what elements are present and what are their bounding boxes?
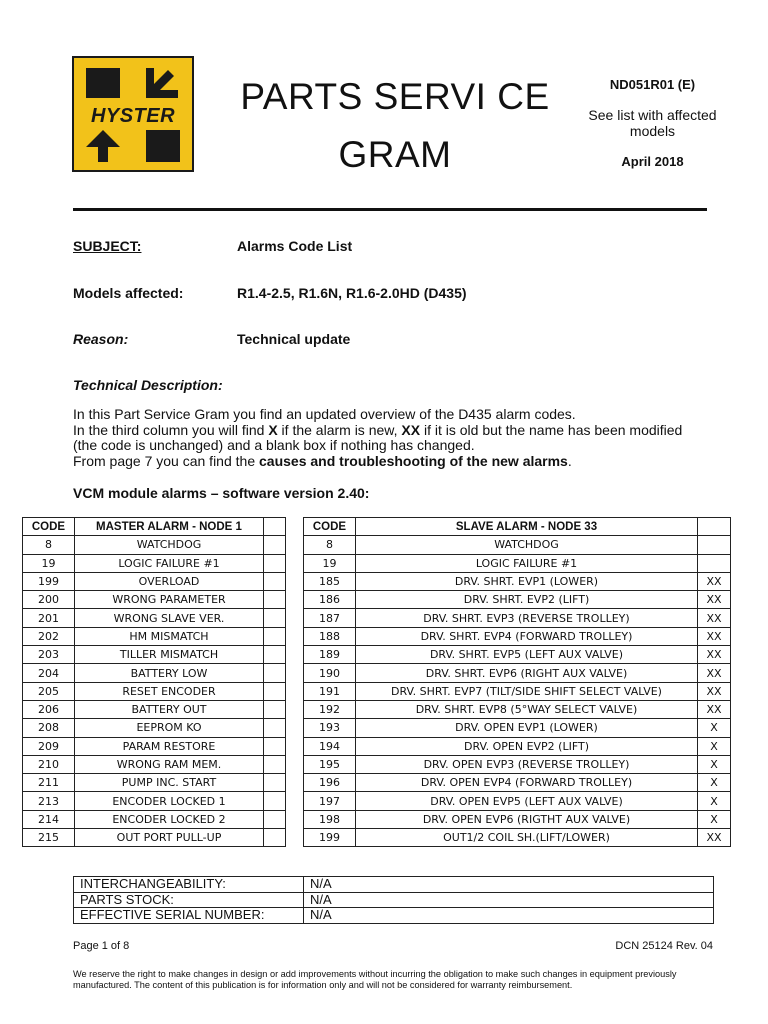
change-status-cell [264,572,286,590]
table-header-row [23,518,286,536]
table-row [23,572,286,590]
table-row [23,591,286,609]
alarm-code-cell: 189 [304,646,356,664]
info-value-cell: N/A [304,892,714,908]
alarm-code-cell: 209 [23,737,75,755]
table-row [23,554,286,572]
technical-description-heading: Technical Description: [73,377,223,393]
logo-square-top-left [86,68,120,98]
reason-label: Reason: [73,331,129,347]
change-status-cell: X [698,792,731,810]
change-status-cell [264,646,286,664]
change-status-cell [264,664,286,682]
alarm-column-header: SLAVE ALARM - NODE 33 [356,518,698,536]
alarm-name-cell: LOGIC FAILURE #1 [356,554,698,572]
alarm-name-cell: WATCHDOG [75,536,264,554]
change-status-cell: XX [698,572,731,590]
alarm-code-cell: 205 [23,682,75,700]
alarm-code-cell: 196 [304,774,356,792]
table-row [304,682,731,700]
change-status-cell [264,737,286,755]
table-row [304,810,731,828]
alarm-code-cell: 199 [23,572,75,590]
table-row [304,627,731,645]
table-row [23,646,286,664]
alarm-code-cell: 199 [304,829,356,847]
change-status-cell [264,627,286,645]
alarm-name-cell: DRV. OPEN EVP2 (LIFT) [356,737,698,755]
change-status-cell: XX [698,829,731,847]
alarm-name-cell: RESET ENCODER [75,682,264,700]
table-row [304,609,731,627]
subject-value: Alarms Code List [237,238,353,254]
change-status-cell: XX [698,664,731,682]
info-label-cell: PARTS STOCK: [74,892,304,908]
alarm-code-cell: 195 [304,755,356,773]
table-row [23,609,286,627]
alarm-name-cell: DRV. SHRT. EVP5 (LEFT AUX VALVE) [356,646,698,664]
table-row [304,536,731,554]
change-status-cell: XX [698,627,731,645]
change-status-cell [264,700,286,718]
alarm-name-cell: DRV. SHRT. EVP7 (TILT/SIDE SHIFT SELECT VALVE) [356,682,698,700]
alarm-code-cell: 200 [23,591,75,609]
alarm-code-cell: 193 [304,719,356,737]
alarm-name-cell: DRV. SHRT. EVP4 (FORWARD TROLLEY) [356,627,698,645]
table-row [304,646,731,664]
alarm-code-cell: 187 [304,609,356,627]
change-status-cell [698,554,731,572]
table-row [74,877,714,893]
page-number: Page 1 of 8 [73,940,130,952]
alarm-code-cell: 186 [304,591,356,609]
change-status-cell: XX [698,700,731,718]
interchangeability-table [73,876,714,924]
table-row [23,737,286,755]
logo-down-arrow-icon [146,68,178,98]
alarm-name-cell: EEPROM KO [75,719,264,737]
change-status-cell [264,591,286,609]
alarm-name-cell: DRV. OPEN EVP3 (REVERSE TROLLEY) [356,755,698,773]
alarm-code-cell: 8 [304,536,356,554]
table-row [23,627,286,645]
change-status-cell [264,774,286,792]
models-affected-label: Models affected: [73,285,184,301]
table-row [304,591,731,609]
alarm-code-cell: 213 [23,792,75,810]
table-row [23,829,286,847]
alarm-name-cell: WRONG RAM MEM. [75,755,264,773]
alarm-name-cell: WRONG SLAVE VER. [75,609,264,627]
alarm-code-cell: 206 [23,700,75,718]
table-row [74,892,714,908]
change-status-cell [698,536,731,554]
header-divider [73,208,707,211]
body-line: In this Part Service Gram you find an updated overview of the D435 alarm codes. [73,406,576,422]
table-row [304,774,731,792]
alarm-code-cell: 190 [304,664,356,682]
table-row [23,755,286,773]
alarm-name-cell: PARAM RESTORE [75,737,264,755]
body-line: In the third column you will find X if the alarm is new, XX if it is old but the name has been modified [73,421,683,438]
table-row [304,572,731,590]
alarm-name-cell: BATTERY LOW [75,664,264,682]
alarm-code-cell: 202 [23,627,75,645]
page-title-line2: GRAM [338,134,452,175]
alarm-name-cell: DRV. OPEN EVP1 (LOWER) [356,719,698,737]
table-row [23,774,286,792]
alarm-name-cell: ENCODER LOCKED 2 [75,810,264,828]
change-status-cell [264,609,286,627]
page-title-line1: PARTS SERVI CE [240,76,550,117]
alarm-name-cell: WRONG PARAMETER [75,591,264,609]
alarm-name-cell: DRV. SHRT. EVP1 (LOWER) [356,572,698,590]
table-header-row [304,518,731,536]
change-status-cell [264,810,286,828]
alarm-column-header: MASTER ALARM - NODE 1 [75,518,264,536]
change-status-cell: X [698,755,731,773]
alarm-code-cell: 192 [304,700,356,718]
logo-up-arrow-icon [86,130,120,162]
table-row [304,664,731,682]
table-row [23,664,286,682]
table-row [304,737,731,755]
code-column-header: CODE [23,518,75,536]
alarm-code-cell: 204 [23,664,75,682]
reason-value: Technical update [237,331,351,347]
alarm-name-cell: ENCODER LOCKED 1 [75,792,264,810]
table-row [23,719,286,737]
models-affected-value: R1.4-2.5, R1.6N, R1.6-2.0HD (D435) [237,285,467,301]
logo-wordmark: HYSTER [90,105,176,127]
change-status-cell [264,536,286,554]
body-line: From page 7 you can find the causes and troubleshooting of the new alarms. [73,452,572,469]
change-status-cell: X [698,737,731,755]
alarm-name-cell: DRV. OPEN EVP6 (RIGTHT AUX VALVE) [356,810,698,828]
change-status-cell: X [698,810,731,828]
alarm-name-cell: DRV. SHRT. EVP8 (5°WAY SELECT VALVE) [356,700,698,718]
alarm-name-cell: OVERLOAD [75,572,264,590]
change-status-cell: X [698,774,731,792]
table-row [304,792,731,810]
alarm-code-cell: 214 [23,810,75,828]
table-row [23,792,286,810]
change-status-cell: XX [698,646,731,664]
slave-alarm-table [303,517,731,847]
alarm-name-cell: BATTERY OUT [75,700,264,718]
table-row [74,908,714,924]
alarm-code-cell: 19 [304,554,356,572]
master-alarm-table [22,517,286,847]
change-status-cell [264,719,286,737]
table-row [304,554,731,572]
status-column-header [264,518,286,536]
change-status-cell: XX [698,591,731,609]
document-number: ND051R01 (E) [609,77,696,92]
hyster-logo-graphic [74,58,192,170]
alarm-name-cell: HM MISMATCH [75,627,264,645]
alarm-name-cell: DRV. SHRT. EVP6 (RIGHT AUX VALVE) [356,664,698,682]
alarm-code-cell: 215 [23,829,75,847]
subject-label: SUBJECT: [73,238,142,254]
alarm-name-cell: DRV. OPEN EVP5 (LEFT AUX VALVE) [356,792,698,810]
alarm-name-cell: OUT1/2 COIL SH.(LIFT/LOWER) [356,829,698,847]
hyster-logo [72,56,194,172]
alarm-code-cell: 211 [23,774,75,792]
table-row [304,829,731,847]
alarm-name-cell: DRV. SHRT. EVP2 (LIFT) [356,591,698,609]
change-status-cell: XX [698,609,731,627]
issue-date: April 2018 [621,154,684,169]
alarm-name-cell: PUMP INC. START [75,774,264,792]
alarm-name-cell: DRV. OPEN EVP4 (FORWARD TROLLEY) [356,774,698,792]
vcm-section-title: VCM module alarms – software version 2.40: [73,485,370,501]
change-status-cell [264,829,286,847]
table-row [23,536,286,554]
info-label-cell: INTERCHANGEABILITY: [74,877,304,893]
status-column-header [698,518,731,536]
info-value-cell: N/A [304,908,714,924]
logo-square-bottom-right [146,130,180,162]
change-status-cell [264,792,286,810]
alarm-code-cell: 198 [304,810,356,828]
change-status-cell [264,682,286,700]
table-row [304,719,731,737]
table-row [23,682,286,700]
alarm-code-cell: 203 [23,646,75,664]
alarm-code-cell: 201 [23,609,75,627]
alarm-code-cell: 208 [23,719,75,737]
code-column-header: CODE [304,518,356,536]
table-row [304,755,731,773]
technical-description-body [73,407,723,469]
info-value-cell: N/A [304,877,714,893]
alarm-name-cell: TILLER MISMATCH [75,646,264,664]
body-line: (the code is unchanged) and a blank box if nothing has changed. [73,437,475,454]
alarm-name-cell: OUT PORT PULL-UP [75,829,264,847]
dcn-revision: DCN 25124 Rev. 04 [615,940,713,952]
alarm-name-cell: LOGIC FAILURE #1 [75,554,264,572]
disclaimer-text: We reserve the right to make changes in design or add improvements without incurring the obligation to make such changes in equipment previously manufactured. The content of this publication is for information only and will not be considered for warranty reimbursement. [73,969,677,990]
alarm-code-cell: 188 [304,627,356,645]
change-status-cell [264,554,286,572]
alarm-code-cell: 185 [304,572,356,590]
alarm-code-cell: 19 [23,554,75,572]
alarm-code-cell: 194 [304,737,356,755]
table-row [304,700,731,718]
table-row [23,810,286,828]
table-row [23,700,286,718]
change-status-cell: X [698,719,731,737]
alarm-name-cell: DRV. SHRT. EVP3 (REVERSE TROLLEY) [356,609,698,627]
alarm-code-cell: 191 [304,682,356,700]
alarm-name-cell: WATCHDOG [356,536,698,554]
alarm-code-cell: 210 [23,755,75,773]
change-status-cell [264,755,286,773]
info-label-cell: EFFECTIVE SERIAL NUMBER: [74,908,304,924]
alarm-code-cell: 8 [23,536,75,554]
see-list-note: See list with affected models [588,107,717,139]
change-status-cell: XX [698,682,731,700]
alarm-code-cell: 197 [304,792,356,810]
